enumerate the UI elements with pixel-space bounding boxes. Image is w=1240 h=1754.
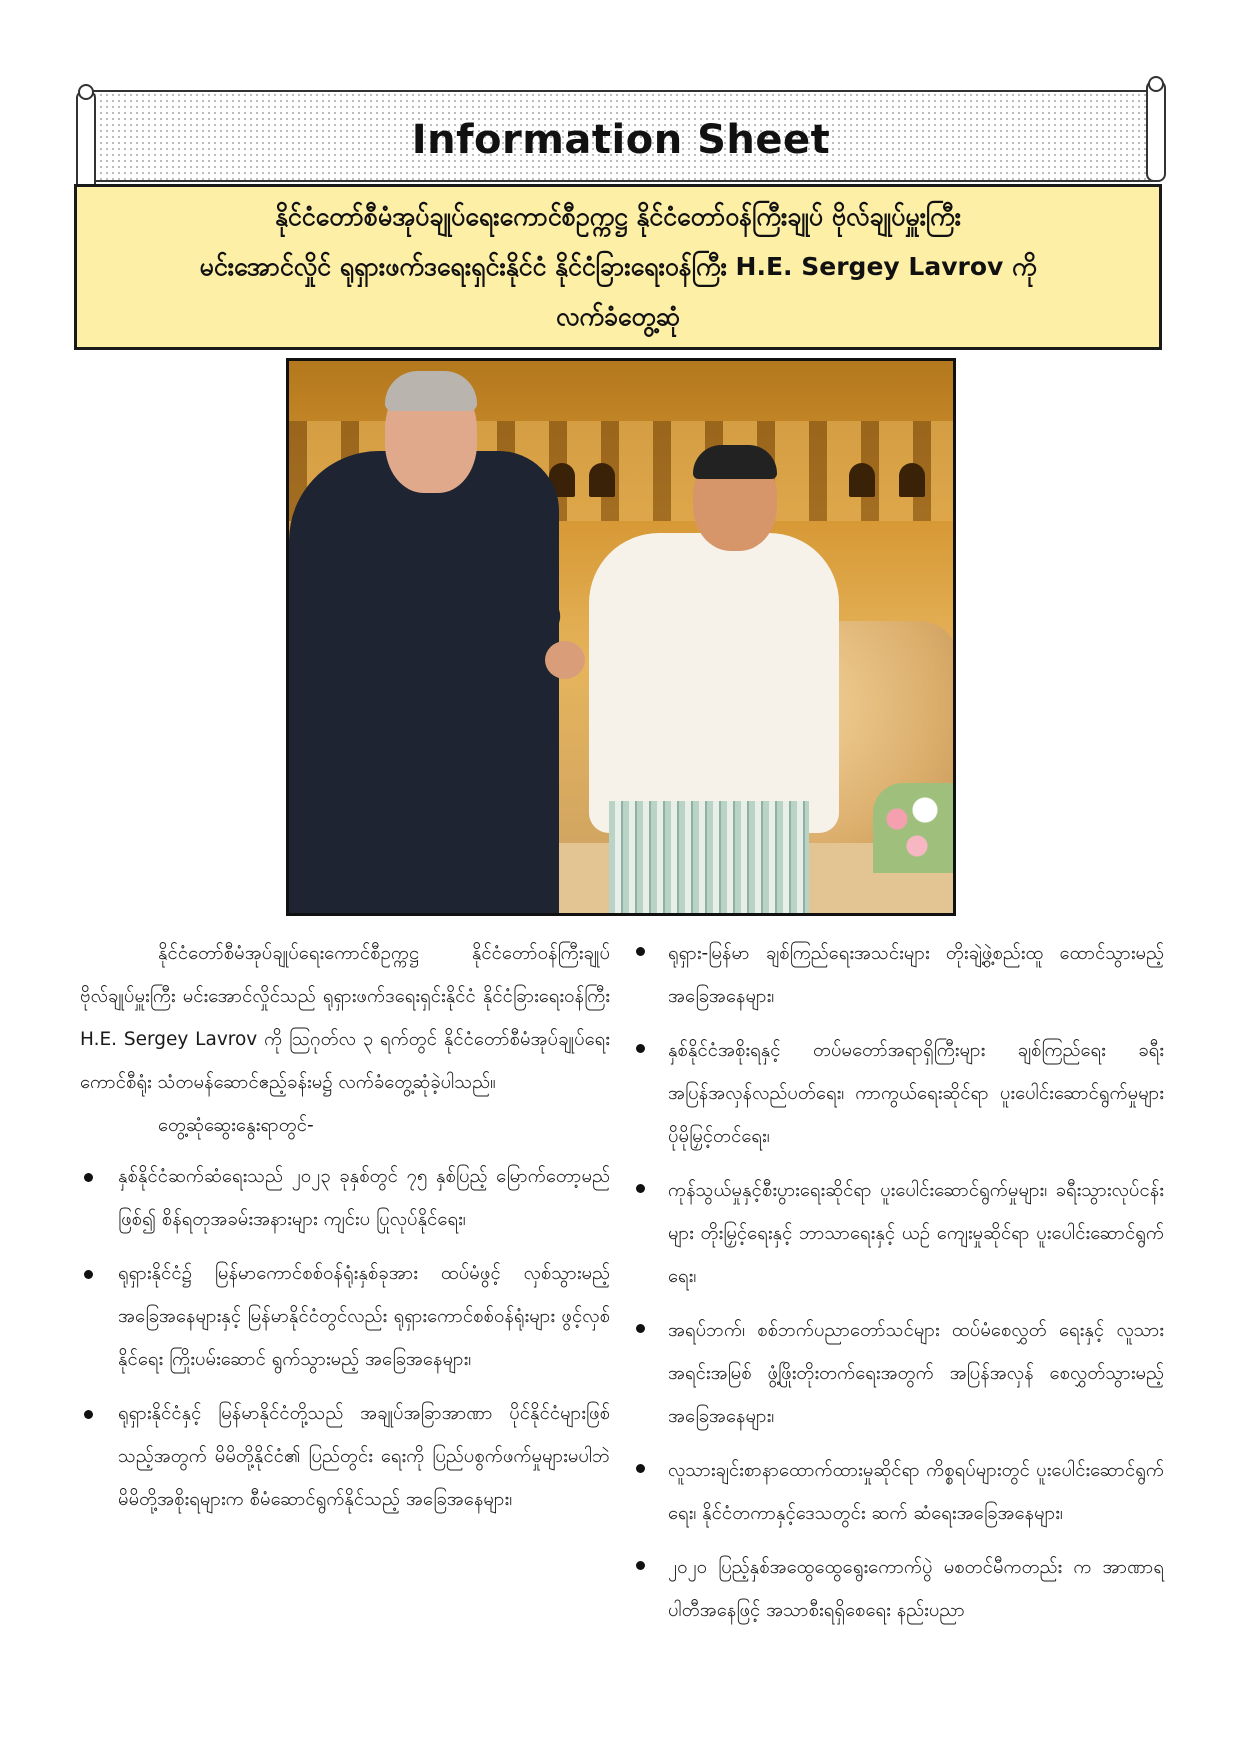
headline-box	[74, 184, 1162, 350]
banner-dotted-panel	[86, 90, 1156, 182]
list-item-text: ရုရှားနိုင်ငံနှင့် မြန်မာနိုင်ငံတို့သည် အချုပ်အခြာအာဏာ ပိုင်နိုင်ငံများဖြစ်သည့်အတွက် မိမိတို့နိုင်ငံ၏ ပြည်တွင်း ရေးကို ပြည်ပစွက်ဖက်မှုများမပါဘဲ မိမိတို့အစိုးရများက စီမံဆောင်ရွက်နိုင်သည့် အခြေအနေများ၊	[118, 1403, 610, 1510]
scroll-knob-left	[78, 84, 94, 100]
handshake-photo	[286, 358, 956, 916]
discussion-label: တွေ့ဆုံဆွေးနွေးရာတွင်-	[158, 1115, 314, 1136]
headline-line-1: နိုင်ငံတော်စီမံအုပ်ချုပ်ရေးကောင်စီဥက္ကဋ္ဌ နိုင်ငံတော်ဝန်ကြီးချုပ် ဗိုလ်ချုပ်မှူးကြီး	[274, 202, 961, 231]
photo-person-right-hair	[693, 445, 777, 479]
left-bullet-list	[80, 1155, 610, 1521]
photo-person-right-jacket	[589, 533, 839, 833]
photo-person-right-longyi	[609, 801, 809, 916]
list-item-text: နှစ်နိုင်ငံအစိုးရနှင့် တပ်မတော်အရာရှိကြီးများ ချစ်ကြည်ရေး ခရီး အပြန်အလှန်လည်ပတ်ရေး၊ ကာကွယ်ရေးဆိုင်ရာ ပူးပေါင်းဆောင်ရွက်မှုများ ပိုမိုမြှင့်တင်ရေး၊	[668, 1040, 1164, 1147]
photo-handshake	[545, 641, 585, 679]
list-item	[80, 1252, 610, 1381]
list-item	[80, 1392, 610, 1521]
list-item-text: လူသားချင်းစာနာထောက်ထားမှုဆိုင်ရာ ကိစ္စရပ်များတွင် ပူးပေါင်းဆောင်ရွက်ရေး၊ နိုင်ငံတကာနှင့်ဒေသတွင်း ဆက် ဆံရေးအခြေအနေများ၊	[668, 1460, 1164, 1524]
headline-line-3: လက်ခံတွေ့ဆုံ	[555, 302, 681, 331]
intro-paragraph: နိုင်ငံတော်စီမံအုပ်ချုပ်ရေးကောင်စီဥက္ကဋ္ဌ နိုင်ငံတော်ဝန်ကြီးချုပ် ဗိုလ်ချုပ်မှူးကြီး မင်းအောင်လှိုင်သည် ရုရှားဖက်ဒရေးရှင်းနိုင်ငံ နိုင်ငံခြားရေးဝန်ကြီး H.E. Sergey Lavrov ကို သြဂုတ်လ ၃ ရက်တွင် နိုင်ငံတော်စီမံအုပ်ချုပ်ရေးကောင်စီရုံး သံတမန်ဆောင်ဧည့်ခန်းမ၌ လက်ခံတွေ့ဆုံခဲ့ပါသည်။	[80, 943, 610, 1093]
photo-arch	[899, 463, 925, 497]
photo-person-left-suit	[289, 451, 559, 916]
list-item-text: ရုရှားနိုင်ငံ၌ မြန်မာကောင်စစ်ဝန်ရုံးနှစ်ခုအား ထပ်မံဖွင့် လှစ်သွားမည့်အခြေအနေများနှင့် မြန်မာနိုင်ငံတွင်လည်း ရုရှားကောင်စစ်ဝန်ရုံးများ ဖွင့်လှစ်နိုင်ရေး ကြိုးပမ်းဆောင် ရွက်သွားမည့် အခြေအနေများ၊	[118, 1263, 610, 1370]
bullet-dot-icon	[84, 1410, 93, 1419]
list-item-text: အရပ်ဘက်၊ စစ်ဘက်ပညာတော်သင်များ ထပ်မံစေလွှတ် ရေးနှင့် လူသားအရင်းအမြစ် ဖွံ့ဖြိုးတိုးတက်ရေးအတွက် အပြန်အလှန် စေလွှတ်သွားမည့် အခြေအနေများ၊	[668, 1320, 1164, 1427]
list-item	[632, 1546, 1164, 1632]
list-item-text: ကုန်သွယ်မှုနှင့်စီးပွားရေးဆိုင်ရာ ပူးပေါင်းဆောင်ရွက်မှုများ၊ ခရီးသွားလုပ်ငန်းများ တိုးမြှင့်ရေးနှင့် ဘာသာရေးနှင့် ယဉ် ကျေးမှုဆိုင်ရာ ပူးပေါင်းဆောင်ရွက်ရေး၊	[668, 1180, 1164, 1287]
photo-arch	[589, 463, 615, 497]
bullet-dot-icon	[84, 1173, 93, 1182]
body-column-right	[632, 932, 1164, 1643]
bullet-dot-icon	[636, 1184, 645, 1193]
bullet-dot-icon	[636, 1044, 645, 1053]
sheet-title: Information Sheet	[411, 117, 831, 163]
photo-arch	[849, 463, 875, 497]
list-item	[632, 932, 1164, 1018]
body-column-left	[80, 932, 610, 1532]
bullet-dot-icon	[636, 1561, 645, 1570]
headline-line-2: မင်းအောင်လှိုင် ရုရှားဖက်ဒရေးရှင်းနိုင်ငံ နိုင်ငံခြားရေးဝန်ကြီး H.E. Sergey Lavrov ကို	[199, 252, 1037, 281]
right-bullet-list	[632, 932, 1164, 1632]
list-item	[632, 1169, 1164, 1298]
scroll-knob-right	[1148, 76, 1164, 92]
list-item	[632, 1029, 1164, 1158]
scroll-curl-right	[1146, 80, 1166, 182]
title-banner	[76, 90, 1166, 178]
list-item-text: နှစ်နိုင်ငံဆက်ဆံရေးသည် ၂၀၂၃ ခုနှစ်တွင် ၇၅ နှစ်ပြည့် မြောက်တော့မည်ဖြစ်၍ စိန်ရတုအခမ်းအနားများ ကျင်းပ ပြုလုပ်နိုင်ရေး၊	[118, 1166, 610, 1230]
list-item	[80, 1155, 610, 1241]
list-item-text: ၂၀၂၀ ပြည့်နှစ်အထွေထွေရွေးကောက်ပွဲ မစတင်မီကတည်း က အာဏာရပါတီအနေဖြင့် အသာစီးရရှိစေရေး နည်းပညာ	[668, 1557, 1164, 1621]
list-item-text: ရုရှား-မြန်မာ ချစ်ကြည်ရေးအသင်းများ တိုးချဲ့ဖွဲ့စည်းထူ ထောင်သွားမည့် အခြေအနေများ၊	[668, 943, 1164, 1007]
bullet-dot-icon	[636, 947, 645, 956]
photo-person-left-hair	[385, 371, 477, 411]
bullet-dot-icon	[636, 1324, 645, 1333]
bullet-dot-icon	[84, 1270, 93, 1279]
list-item	[632, 1449, 1164, 1535]
photo-flowers	[873, 783, 953, 873]
list-item	[632, 1309, 1164, 1438]
bullet-dot-icon	[636, 1464, 645, 1473]
scroll-curl-left	[76, 90, 96, 192]
